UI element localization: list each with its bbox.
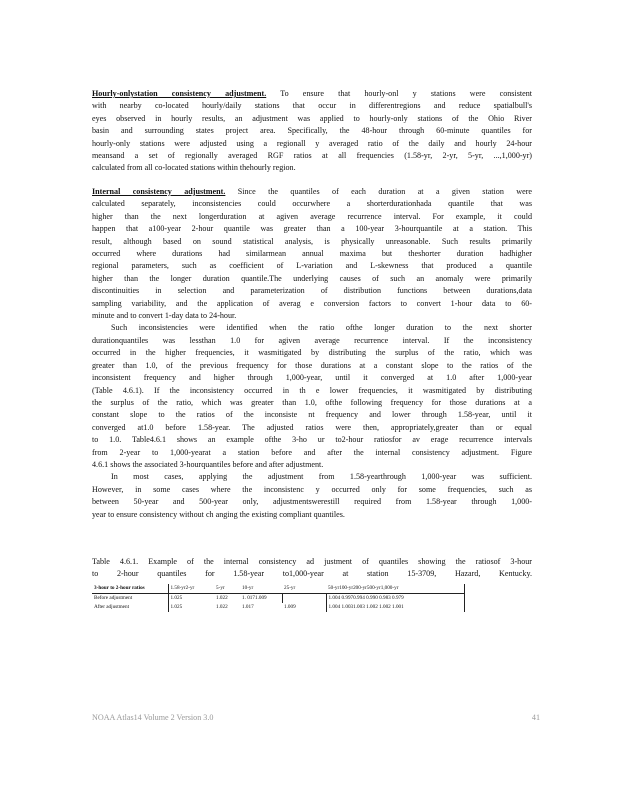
paragraph-line: Since the quantiles of each duration at a given station were xyxy=(225,187,532,196)
paragraph-line: (Table 4.6.1). If the inconsistency occurred in th e lower frequencies, it wasmitigated by distributing xyxy=(92,385,532,395)
paragraph-line: calculated separately, inconsistencies could occurwhere a shorterdurationhada quantile that was xyxy=(92,199,532,209)
paragraph-line: happen that a100-year 2-hour quantile was greater than a 100-year 3-hourquantile at a station. This xyxy=(92,224,532,234)
ratio-table xyxy=(92,584,464,612)
paragraph-line: regional parameters, such as coefficient of L-variation and L-skewness that produced a quantile xyxy=(92,261,532,271)
paragraph-heading: Internal consistency adjustment. xyxy=(92,187,226,196)
paragraph-line: hourly-only stations were adjusted using a regionall y averaged ratio of the daily and hourly 24-hour xyxy=(92,138,532,148)
table-header-cell: 10-yr xyxy=(240,584,282,594)
paragraph-hourly-only-adjustment xyxy=(92,88,532,175)
table-cell: 1.025 xyxy=(168,603,214,612)
paragraph-line: result, although based on sound statistical analysis, is physically unreasonable. Such results primarily xyxy=(92,236,532,246)
paragraph-line: occurred where durations had similarmean annual maxima but theshorter duration hadhigher xyxy=(92,249,532,259)
paragraph-line: calculated from all co-located stations within thehourly region. xyxy=(92,163,296,173)
table-cell: 1.022 xyxy=(216,595,228,601)
paragraph-line: inconsistent frequency and higher through 1,000-year, until it converged at 1.0 after 1,000-year xyxy=(92,373,532,383)
paragraph-line: with nearby co-located hourly/daily stations that occur in differentregions and reduce spatialbull's xyxy=(92,101,532,111)
table-cell: 1.004 0.9970.994 0.990 0.983 0.979 xyxy=(326,594,464,604)
table-row xyxy=(92,603,464,612)
table-header-cell: 25-yr xyxy=(282,584,326,594)
paragraph-line: greater than 1.0, of the previous frequency for those durations at a constant slope to the ratios of the xyxy=(92,360,532,370)
paragraph-line: 4.6.1 shows the associated 3-hourquantiles before and after adjustment. xyxy=(92,459,324,469)
paragraph-line: basin and surrounding states project area. Specifically, the 48-hour through 60-minute quantiles for xyxy=(92,126,532,136)
table-cell: 1.009 xyxy=(282,603,326,612)
table-caption xyxy=(92,556,532,581)
paragraph-line: year to ensure consistency without ch anging the existing compliant quantiles. xyxy=(92,509,345,519)
paragraph-line: discontinuities in selection and parameterization of distribution functions between durations,data xyxy=(92,286,532,296)
table-cell: 1.022 xyxy=(216,604,228,610)
table-cell: 1.025 xyxy=(168,594,214,604)
table-cell: 1.017 xyxy=(242,604,254,610)
caption-line: to 2-hour quantiles for 1.58-year to1,000-year at station 15-3709, Hazard, Kentucky. xyxy=(92,569,532,579)
table-header-cell: 5-yr xyxy=(214,584,240,594)
paragraph-line: higher than the next longerduration at agiven average recurrence interval. For example, it could xyxy=(92,211,532,221)
table-cell xyxy=(282,594,326,604)
paragraph-line: However, in some cases where the inconsistenc y occurred only for some frequencies, such as xyxy=(92,484,532,494)
paragraph-line: sampling variability, and the application of averag e conversion factors to convert 1-hour data to 60- xyxy=(92,298,532,308)
paragraph-line: from 2-year to 1,000-yearat a station before and after the internal consistency adjustment. Figure xyxy=(92,447,532,457)
page-number: 41 xyxy=(531,713,540,722)
table-header-cell: 3-hour to 2-hour ratios xyxy=(92,584,168,594)
caption-line: Table 4.6.1. Example of the internal consistency ad justment of quantiles showing the ratiosof 3-hour xyxy=(92,557,532,566)
table-cell: 1.004 1.0031.003 1.002 1.002 1.001 xyxy=(326,603,464,612)
paragraph-line: the surplus of the ratio, which was greater than 1.0, ofthe following frequency for those durations at a xyxy=(92,397,532,407)
paragraph-line: higher than the longer duration quantile.The underlying causes of such an anomaly were primarily xyxy=(92,273,532,283)
paragraph-line: In most cases, applying the adjustment from 1.58-yearthrough 1,000-year was sufficient. xyxy=(111,472,532,482)
paragraph-line: durationquantiles was lessthan 1.0 for agiven average recurrence interval. If the inconsistency xyxy=(92,335,532,345)
table-cell: 1. 0171.009 xyxy=(240,594,282,604)
table-row xyxy=(92,594,464,604)
paragraph-line: constant slope to the ratios of the inconsiste nt frequency and lower through 1.58-year, until it xyxy=(92,410,532,420)
table-header-cell: 1.58-yr2-yr xyxy=(168,584,214,594)
paragraph-internal-consistency xyxy=(92,186,532,521)
paragraph-heading: Hourly-onlystation consistency adjustment. xyxy=(92,89,267,98)
table-header-cell: 50-yr100-yr200-yr500-yr1,000-yr xyxy=(326,584,464,594)
paragraph-line: Such inconsistencies were identified when the ratio ofthe longer duration to the next shorter xyxy=(111,323,532,333)
table-header-row xyxy=(92,584,464,594)
paragraph-line: converged at1.0 before 1.58-year. The adjusted ratios were then, appropriately,greater than or equal xyxy=(92,422,532,432)
table-cell: After adjustment xyxy=(94,604,130,610)
paragraph-line: To ensure that hourly-onl y stations were consistent xyxy=(266,89,532,98)
paragraph-line: to 1.0. Table4.6.1 shows an example ofthe 3-ho ur to2-hour ratiosfor av erage recurrence intervals xyxy=(92,435,532,445)
paragraph-line: eyes observed in hourly results, an adjustment was applied to hourly-only stations of the Ohio River xyxy=(92,113,532,123)
paragraph-line: occurred in the higher frequencies, it wasmitigated by distributing the surplus of the ratio, which was xyxy=(92,348,532,358)
footer-title: NOAA Atlas14 Volume 2 Version 3.0 xyxy=(92,713,214,722)
paragraph-line: meansand a set of regionally averaged RGF ratios at all frequencies (1.58-yr, 2-yr, 5-yr, ...,1,000-yr) xyxy=(92,151,532,161)
table-cell: Before adjustment xyxy=(94,595,133,601)
paragraph-line: minute and to convert 1-day data to 24-hour. xyxy=(92,311,237,321)
paragraph-line: between 50-year and 500-year only, adjustmentswerestill required from 1.58-year through 1,000- xyxy=(92,497,532,507)
